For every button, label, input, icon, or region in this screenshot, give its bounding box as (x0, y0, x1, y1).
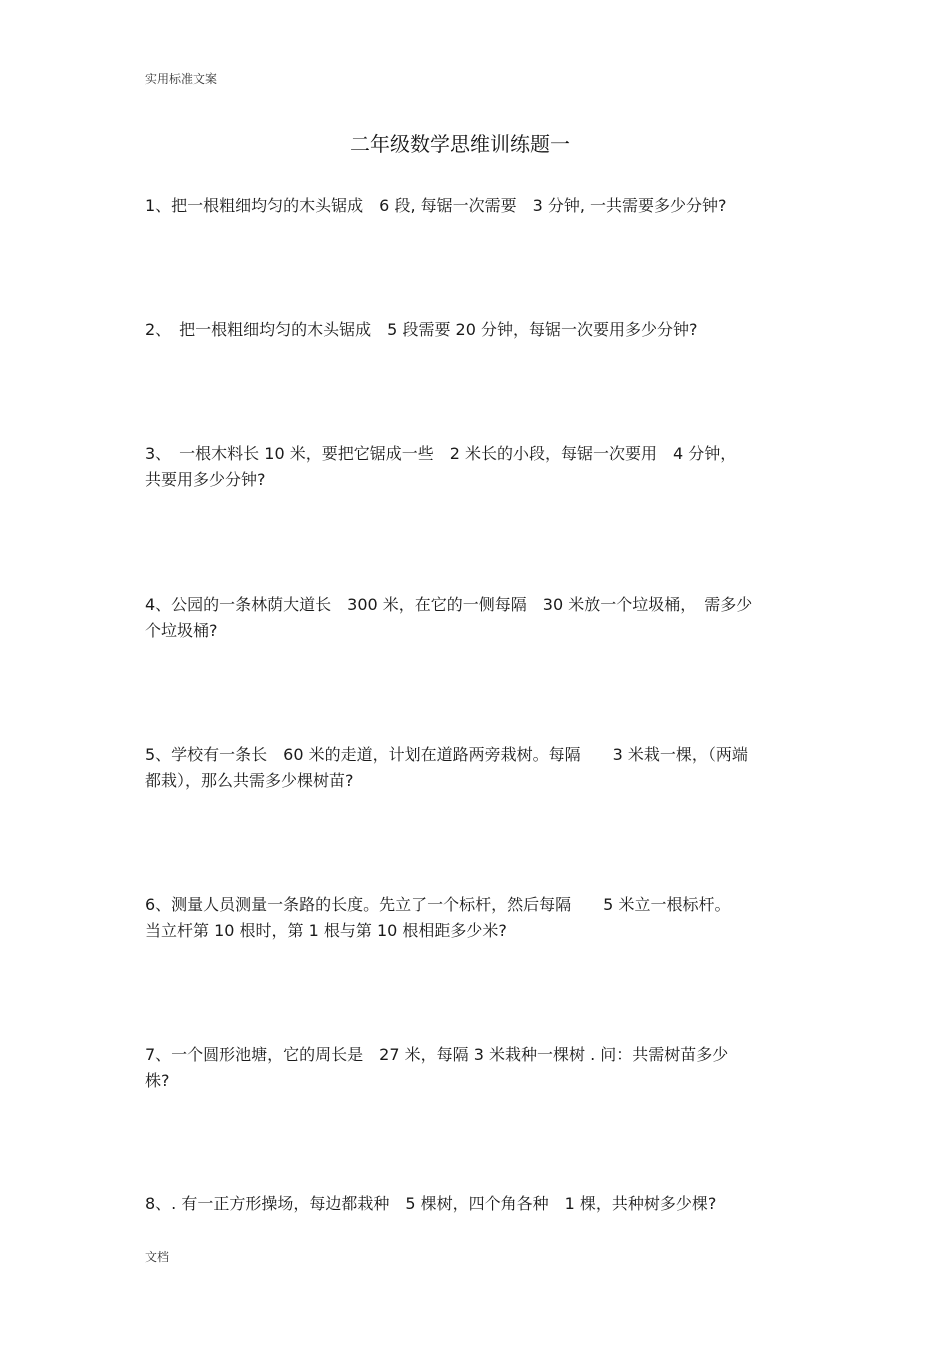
question-line: 1、把一根粗细均匀的木头锯成 6 段, 每锯一次需要 3 分钟, 一共需要多少分钟? (145, 196, 727, 215)
question-line: 3、 一根木料长 10 米，要把它锯成一些 2 米长的小段，每锯一次要用 4 分钟， (145, 444, 737, 463)
question-line: 4、公园的一条林荫大道长 300 米，在它的一侧每隔 30 米放一个垃圾桶， 需多少 (145, 595, 753, 614)
question-3 (145, 441, 810, 493)
question-8 (145, 1191, 810, 1217)
page-header: 实用标准文案 (145, 72, 218, 86)
question-line: 个垃圾桶? (145, 621, 218, 640)
question-line: 株? (145, 1071, 170, 1090)
question-2 (145, 317, 810, 343)
question-5 (145, 742, 810, 794)
question-line: 都栽），那么共需多少棵树苗? (145, 771, 354, 790)
question-4 (145, 592, 810, 644)
question-line: 2、 把一根粗细均匀的木头锯成 5 段需要 20 分钟，每锯一次要用多少分钟? (145, 320, 698, 339)
question-line: 5、学校有一条长 60 米的走道，计划在道路两旁栽树。每隔 3 米栽一棵，（两端 (145, 745, 748, 764)
worksheet-title: 二年级数学思维训练题一 (350, 132, 570, 156)
question-line: 6、测量人员测量一条路的长度。先立了一个标杆，然后每隔 5 米立一根标杆。 (145, 895, 731, 914)
question-line: 当立杆第 10 根时，第 1 根与第 10 根相距多少米? (145, 921, 507, 940)
question-line: 共要用多少分钟? (145, 470, 266, 489)
question-7 (145, 1042, 810, 1094)
question-1 (145, 193, 810, 219)
question-line: 8、. 有一正方形操场，每边都栽种 5 棵树，四个角各种 1 棵，共种树多少棵? (145, 1194, 717, 1213)
page-footer: 文档 (145, 1250, 170, 1264)
question-line: 7、一个圆形池塘，它的周长是 27 米，每隔 3 米栽种一棵树 . 问：共需树苗多少 (145, 1045, 729, 1064)
question-6 (145, 892, 810, 944)
